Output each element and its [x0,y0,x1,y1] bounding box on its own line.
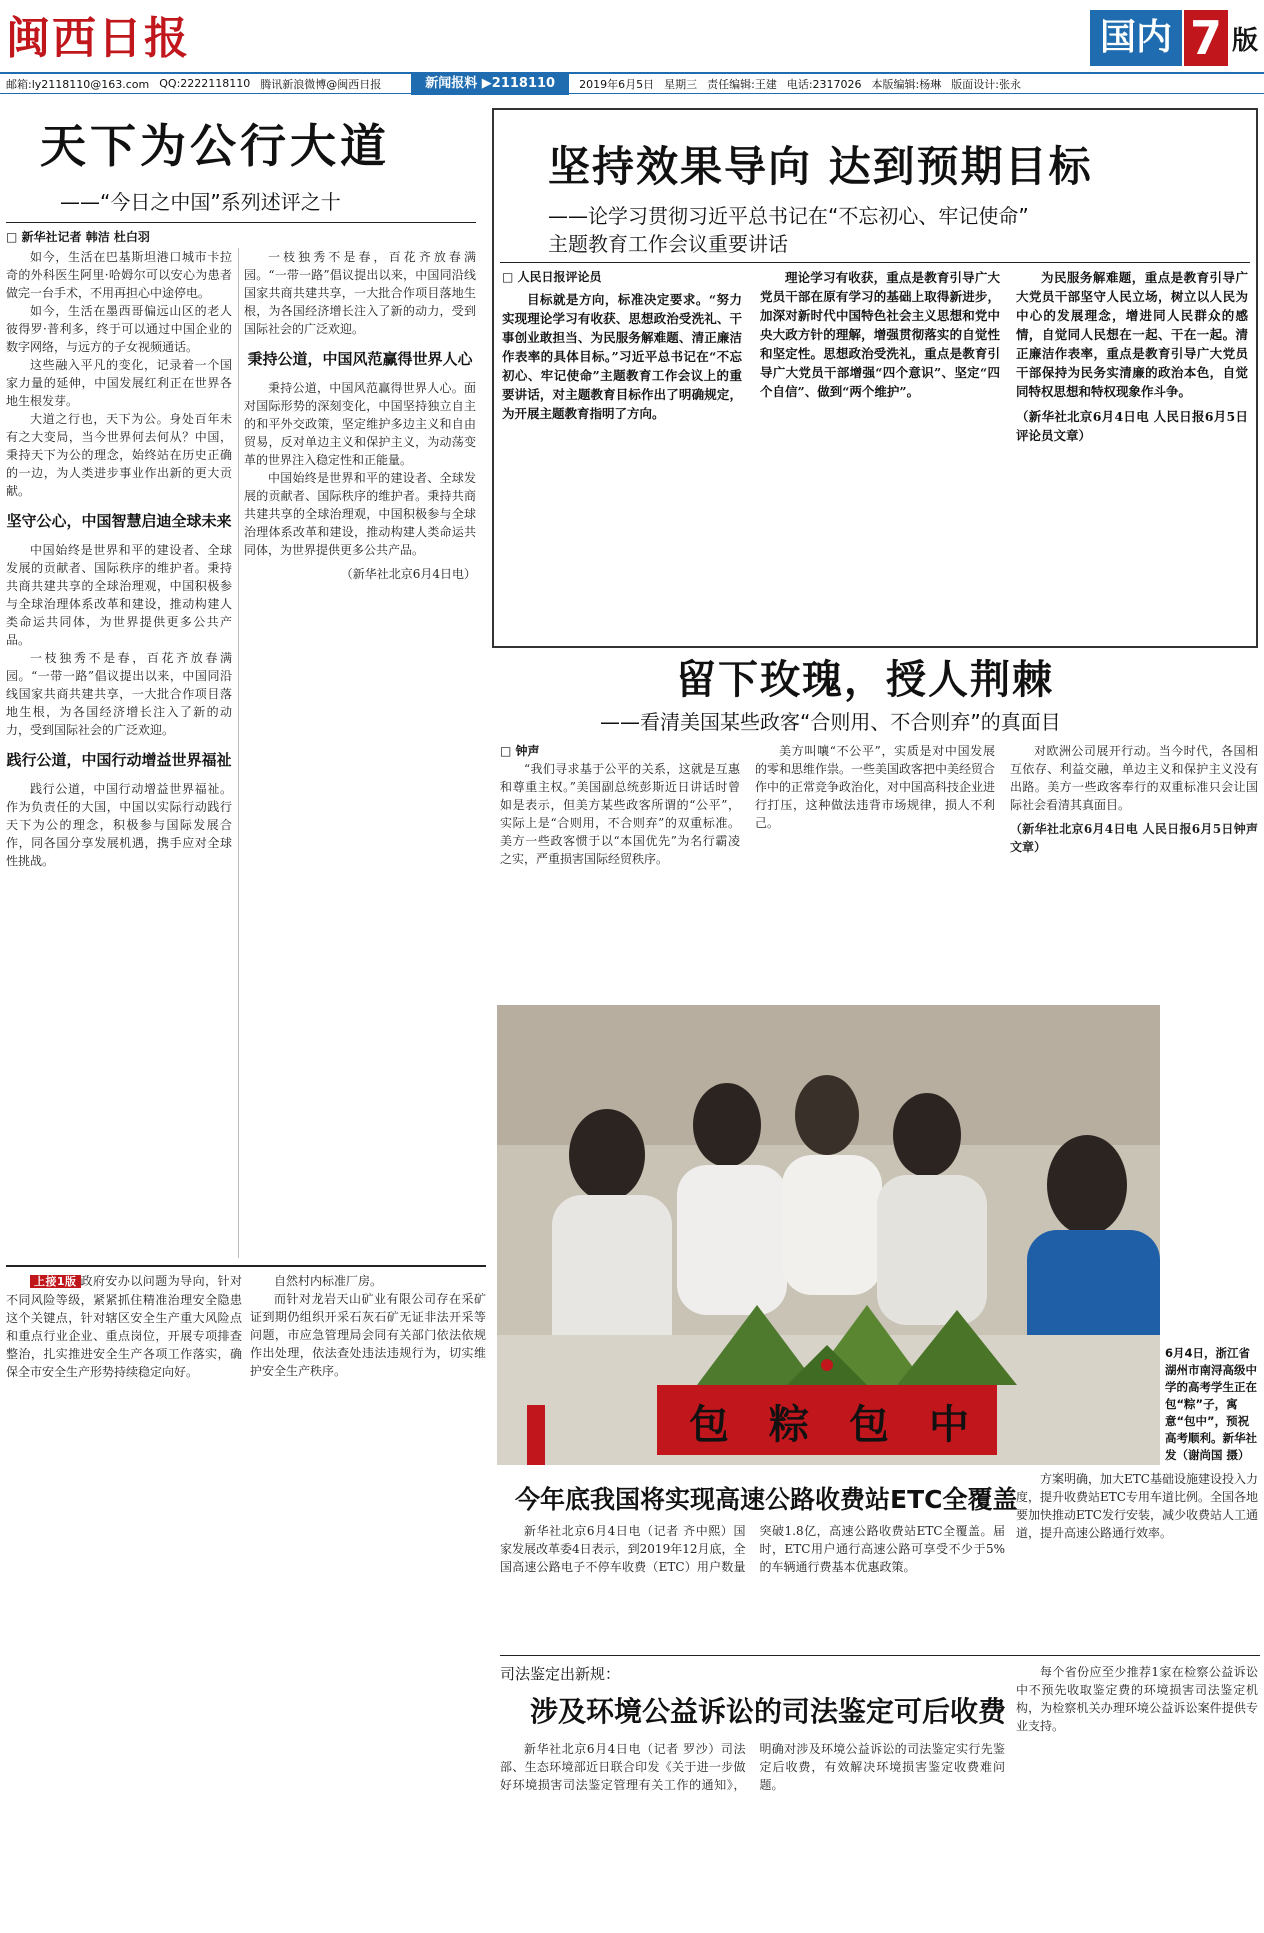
date-text: 2019年6月5日 [579,77,655,91]
photo-caption: 6月4日，浙江省湖州市南浔高级中学的高考学生正在包“粽”子，寓意“包中”，预祝高考顺利。新华社发（谢尚国 摄） [1165,1346,1257,1462]
continuation-col1 [6,1272,242,1928]
qq-text: QQ:2222118110 [159,77,251,90]
section-subhead: 坚守公心，中国智慧启迪全球未来 [6,512,232,530]
paragraph: 践行公道，中国行动增益世界福祉。作为负责任的大国，中国以实际行动践行天下为公的理念，积极参与国际发展合作，同各国分享发展机遇，携手应对全球性挑战。 [6,782,232,868]
paragraph: 中国始终是世界和平的建设者、全球发展的贡献者、国际秩序的维护者。秉持共商共建共享的全球治理观，中国积极参与全球治理体系改革和建设，推动构建人类命运共同体，为世界提供更多公共产品。 [6,543,232,647]
article1-headline: 天下为公行大道 [40,119,390,173]
banner-char: 包 [849,1401,889,1448]
article2-col1: 目标就是方向，标准决定要求。“努力实现理论学习有收获、思想政治受洗礼、干事创业敢担当、为民服务解难题、清正廉洁作表率的具体目标。”习近平总书记在“不忘初心、牢记使命”主题教育工作会议上的重要讲话，对主题教育目标作出了明确规定，为开展主题教育指明了方向。 [502,292,742,421]
continued-text: 政府安办以问题为导向，针对不同风险等级，紧紧抓住精准治理安全隐患这个关键点，针对辖区安全生产重大风险点和重点行业企业、重点岗位，开展专项排查整治，扎实推进安全生产各项工作落实，确保全市安全生产形势持续稳定向好。 [6,1274,242,1379]
article3-headline: 留下玫瑰，授人荆棘 [676,657,1054,703]
article3-col2: 美方叫嚷“不公平”，实质是对中国发展的零和思维作祟。一些美国政客把中美经贸合作中的正常竞争政治化，对中国高科技企业进行打压，这种做法违背市场规律，损人不利己。 [755,744,995,830]
editor-text: 责任编辑:王建 [707,77,777,91]
continuation-col2 [250,1272,486,1928]
design-text: 版面设计:张永 [951,77,1021,91]
article5-kicker: 司法鉴定出新规： [500,1665,621,1683]
divider [500,262,1250,263]
paragraph: 如今，生活在巴基斯坦港口城市卡拉奇的外科医生阿里·哈姆尔可以安心为患者做完一台手术，不用再担心中途停电。 [6,250,232,300]
article4-headline: 今年底我国将实现高速公路收费站ETC全覆盖 [515,1485,1018,1514]
article2-subhead-line2: 主题教育工作会议重要讲话 [548,232,788,256]
weibo-text: 腾讯新浪微博@闽西日报 [260,77,382,91]
article2-subhead [548,202,1029,258]
article2-subhead-line1: ——论学习贯彻习近平总书记在“不忘初心、牢记使命” [548,204,1029,228]
column-divider [238,248,239,1258]
page-suffix: 版 [1231,25,1258,56]
paragraph: 大道之行也，天下为公。身处百年未有之大变局，当今世界何去何从？中国，秉持天下为公的理念，始终站在历史正确的一边，为人类进步事业作出新的更大贡献。 [6,412,232,498]
article2-byline: □ 人民日报评论员 [502,270,602,284]
continued-tag: 上接1版 [30,1275,81,1288]
article1-col2 [244,248,476,1258]
section-name: 国内 [1090,10,1182,66]
divider [6,1265,486,1267]
banner-char: 包 [689,1401,729,1448]
divider [500,1655,1260,1656]
paragraph: 一枝独秀不是春，百花齐放春满园。“一带一路”倡议提出以来，中国同沿线国家共商共建共享，一大批合作项目落地生根，为各国经济增长注入了新的动力，受到国际社会的广泛欢迎。 [244,250,476,336]
end-note: （新华社北京6月4日电 人民日报6月5日钟声文章） [1010,822,1258,854]
article5-headline: 涉及环境公益诉讼的司法鉴定可后收费 [530,1695,1007,1728]
paragraph: 为民服务解难题，重点是教育引导广大党员干部坚守人民立场，树立以人民为中心的发展理念，增进同人民群众的感情，自觉同人民想在一起、干在一起。清正廉洁作表率，重点是教育引导广大党员干部保持为民务实清廉的政治本色，自觉同特权思想和特权现象作斗争。 [1016,270,1248,399]
banner-char: 粽 [769,1401,809,1448]
paragraph: 如今，生活在墨西哥偏远山区的老人彼得罗·普利多，终于可以通过中国企业的数字网络，与远方的子女视频通话。 [6,304,232,354]
article1-byline: □ 新华社记者 韩洁 杜白羽 [6,230,150,244]
paragraph [6,1272,242,1381]
news-photo [497,1005,1160,1465]
layout-editor-text: 本版编辑:杨琳 [871,77,942,91]
banner-char: 中 [929,1401,969,1448]
section-header [1090,8,1258,68]
paragraph: 中国始终是世界和平的建设者、全球发展的贡献者、国际秩序的维护者。秉持共商共建共享的全球治理观，中国积极参与全球治理体系改革和建设，推动构建人类命运共同体，为世界提供更多公共产品。 [244,471,476,557]
info-bar [0,72,1264,94]
newspaper-logo: 闽西日报 [6,13,190,64]
paragraph: 秉持公道，中国风范赢得世界人心。面对国际形势的深刻变化，中国坚持独立自主的和平外交政策，坚定维护多边主义和自由贸易，反对单边主义和保护主义，为动荡变革的世界注入稳定性和正能量。 [244,381,476,467]
article4-body-right: 方案明确，加大ETC基础设施建设投入力度，提升收费站ETC专用车道比例。全国各地要加快推动ETC发行安装，减少收费站人工通道，提升高速公路通行效率。 [1016,1472,1258,1540]
end-note: （新华社北京6月4日电 人民日报6月5日评论员文章） [1016,409,1248,443]
article3-col1: “我们寻求基于公平的关系，这就是互惠和尊重主权。”美国副总统彭斯近日讲话时曾如是表示，但美方某些政客所谓的“公平”，实际上是“合则用，不合则弃”的双重标准。美方一些政客惯于以“本国优先”为名行霸凌之实，严重损害国际经贸秩序。 [500,762,740,866]
article2-headline: 坚持效果导向 达到预期目标 [548,142,1093,191]
hotline-badge: 新闻报料 ▶2118110 [411,73,569,95]
email-text: 邮箱:ly2118110@163.com [6,77,150,91]
phone-text: 电话:2317026 [786,77,862,91]
article1-col1 [6,248,232,1258]
article3-byline: □ 钟声 [500,744,540,758]
paragraph: 一枝独秀不是春，百花齐放春满园。“一带一路”倡议提出以来，中国同沿线国家共商共建共享，一大批合作项目落地生根，为各国经济增长注入了新的动力，受到国际社会的广泛欢迎。 [6,651,232,737]
paragraph: 对欧洲公司展开行动。当今时代，各国相互依存、利益交融，单边主义和保护主义没有出路。美方一些政客奉行的双重标准只会让国际社会看清其真面目。 [1010,744,1258,812]
article3-col3 [1010,742,1258,995]
section-subhead: 践行公道，中国行动增益世界福祉 [6,751,232,769]
article5-body-right: 每个省份应至少推荐1家在检察公益诉讼中不预先收取鉴定费的环境损害司法鉴定机构，为检察机关办理环境公益诉讼案件提供专业支持。 [1016,1665,1258,1733]
photo-banner [669,1393,989,1450]
weekday-text: 星期三 [664,77,698,91]
article1-subhead: ——“今日之中国”系列述评之十 [60,190,341,214]
page-number: 7 [1184,10,1228,66]
paragraph: 这些融入平凡的变化，记录着一个国家力量的延伸，中国发展红利正在世界各地生根发芽。 [6,358,232,408]
end-note: （新华社北京6月4日电） [340,567,476,581]
article2-col3 [1016,268,1248,630]
article3-subhead: ——看清美国某些政客“合则用、不合则弃”的真面目 [600,710,1061,734]
paragraph: 自然村内标准厂房。 [274,1274,383,1288]
article4-body: 新华社北京6月4日电（记者 齐中熙）国家发展改革委4日表示，到2019年12月底，全国高速公路电子不停车收费（ETC）用户数量突破1.8亿，高速公路收费站ETC全覆盖。届时，ETC用户通行高速公路可享受不少于5%的车辆通行费基本优惠政策。 [500,1524,1005,1574]
section-subhead: 秉持公道，中国风范赢得世界人心 [247,350,473,368]
paragraph: 而针对龙岩天山矿业有限公司存在采矿证到期仍组织开采石灰石矿无证非法开采等问题，市应急管理局会同有关部门依法依规作出处理，依法查处违法违规行为，切实维护安全生产秩序。 [250,1292,486,1378]
divider [6,222,476,223]
article2-col2: 理论学习有收获，重点是教育引导广大党员干部在原有学习的基础上取得新进步，加深对新时代中国特色社会主义思想和党中央大政方针的理解，增强贯彻落实的自觉性和坚定性。思想政治受洗礼，重点是教育引导广大党员干部增强“四个意识”、坚定“四个自信”、做到“两个维护”。 [760,270,1000,399]
article5-body: 新华社北京6月4日电（记者 罗沙）司法部、生态环境部近日联合印发《关于进一步做好环境损害司法鉴定管理有关工作的通知》，明确对涉及环境公益诉讼的司法鉴定实行先鉴定后收费，有效解决环境损害鉴定收费难问题。 [500,1742,1005,1792]
